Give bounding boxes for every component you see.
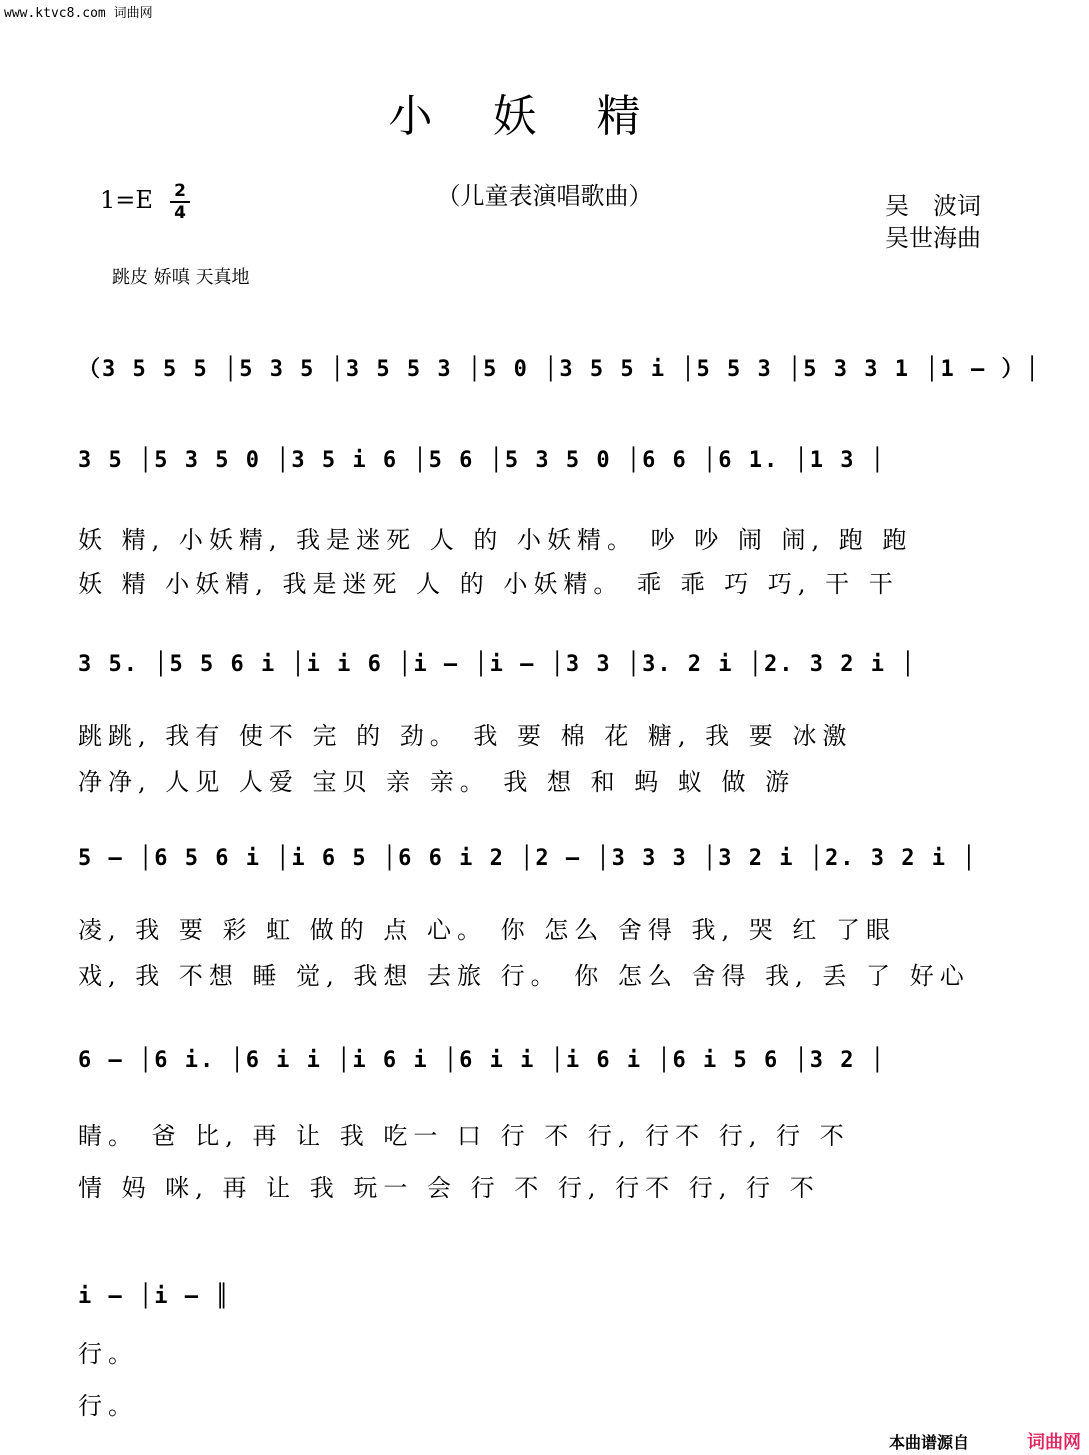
lyric-line-2-verse-2: 妖 精 小妖精, 我是迷死 人 的 小妖精。 乖 乖 巧 巧, 干 干: [78, 570, 899, 598]
song-title: 小妖精: [388, 91, 701, 142]
lyric-line-5-verse-1: 睛。 爸 比, 再 让 我 吃一 口 行 不 行, 行不 行, 行 不: [78, 1122, 850, 1150]
lyric-line-2-verse-1: 妖 精, 小妖精, 我是迷死 人 的 小妖精。 吵 吵 闹 闹, 跑 跑: [78, 526, 913, 554]
key-signature: 1=E: [100, 186, 153, 214]
lyric-line-3-verse-1: 跳跳, 我有 使不 完 的 劲。 我 要 棉 花 糖, 我 要 冰激: [78, 722, 853, 750]
lyric-line-5-verse-2: 情 妈 咪, 再 让 我 玩一 会 行 不 行, 行不 行, 行 不: [78, 1174, 820, 1202]
notation-line-4: 5 – │6 5 6 i │i 6 5 │6 6 i 2 │2 – │3 3 3 │3 2 i │2. 3 2 i │: [78, 846, 978, 871]
site-logo: 词曲网: [1027, 1432, 1081, 1453]
notation-line-1: （3 5 5 5 │5 3 5 │3 5 5 3 │5 0 │3 5 5 i │5 5 3 │5 3 3 1 │1 – ）│: [78, 357, 1041, 382]
watermark: www.ktvc8.com 词曲网: [4, 6, 153, 21]
time-sig-bottom: 4: [174, 203, 186, 223]
subtitle: （儿童表演唱歌曲）: [436, 182, 653, 210]
notation-line-6: i – │i – ║: [78, 1284, 231, 1309]
notation-line-2: 3 5 │5 3 5 0 │3 5 i 6 │5 6 │5 3 5 0 │6 6 │6 1. │1 3 │: [78, 448, 886, 473]
time-sig-top: 2: [174, 181, 186, 201]
lyric-line-6-verse-1: 行。: [78, 1340, 138, 1368]
source-note: 本曲谱源自: [888, 1433, 969, 1452]
notation-line-5: 6 – │6 i. │6 i i │i 6 i │6 i i │i 6 i │6 i 5 6 │3 2 │: [78, 1048, 886, 1073]
notation-line-3: 3 5. │5 5 6 i │i i 6 │i – │i – │3 3 │3. 2 i │2. 3 2 i │: [78, 652, 917, 677]
lyric-line-6-verse-2: 行。: [78, 1392, 138, 1420]
lyricist: 吴 波词: [885, 192, 981, 220]
lyric-line-4-verse-1: 凌, 我 要 彩 虹 做的 点 心。 你 怎么 舍得 我, 哭 红 了眼: [78, 916, 897, 944]
composer: 吴世海曲: [885, 224, 981, 252]
expression-mark: 跳皮 娇嗔 天真地: [112, 267, 250, 288]
time-signature: [170, 182, 190, 222]
lyric-line-3-verse-2: 净净, 人见 人爱 宝贝 亲 亲。 我 想 和 蚂 蚁 做 游: [78, 768, 796, 796]
lyric-line-4-verse-2: 戏, 我 不想 睡 觉, 我想 去旅 行。 你 怎么 舍得 我, 丢 了 好心: [78, 962, 970, 990]
